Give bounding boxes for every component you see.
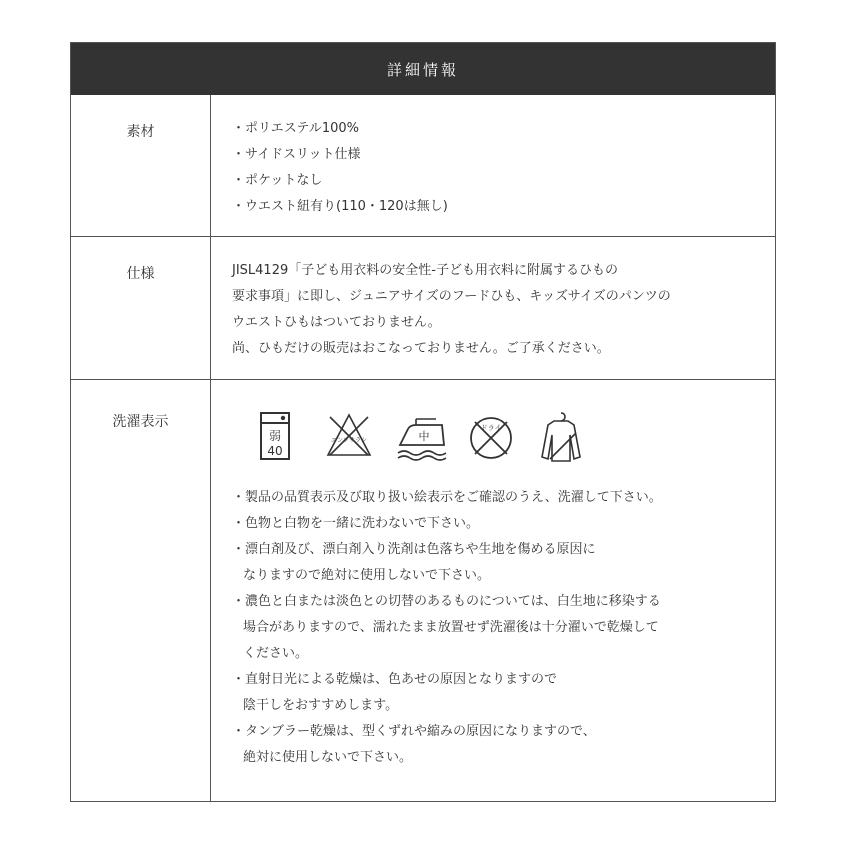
- table-title: 詳細情報: [386, 60, 459, 79]
- no-bleach-text: エンソサラシ: [330, 437, 368, 444]
- wash-temp-text: 40: [267, 444, 283, 458]
- material-label: 素材: [71, 95, 211, 236]
- care-line: ・濃色と白または淡色との切替のあるものについては、白生地に移染する: [232, 594, 661, 609]
- material-row: [71, 95, 775, 236]
- care-line: ・直射日光による乾燥は、色あせの原因となりますので: [232, 672, 558, 687]
- care-line: なりますので絶対に使用しないで下さい。: [243, 568, 491, 583]
- spec-label: 仕様: [71, 237, 211, 380]
- table-header: [71, 43, 775, 95]
- material-line: ・ポケットなし: [232, 173, 323, 188]
- spec-line: JISL4129「子ども用衣料の安全性-子ども用衣料に附属するひもの: [232, 263, 618, 278]
- spec-row: [71, 236, 775, 380]
- dry-clean-text: ドライ: [480, 424, 502, 432]
- hang-dry-shade-icon: [536, 411, 586, 465]
- no-dry-clean-icon: [466, 413, 516, 463]
- care-line: 場合がありますので、濡れたまま放置せず洗濯後は十分濯いで乾燥して: [243, 620, 659, 635]
- care-line: ・色物と白物を一緒に洗わないで下さい。: [232, 516, 480, 531]
- care-label: 洗濯表示: [71, 380, 211, 802]
- spec-line: 尚、ひもだけの販売はおこなっておりません。ご了承ください。: [232, 341, 610, 356]
- care-line: 絶対に使用しないで下さい。: [243, 750, 413, 765]
- care-row: [71, 379, 775, 802]
- iron-medium-icon: [394, 415, 450, 461]
- spec-line: 要求事項」に即し、ジュニアサイズのフードひも、キッズサイズのパンツの: [232, 289, 671, 304]
- care-line: ・タンブラー乾燥は、型くずれや縮みの原因になりますので、: [232, 724, 596, 739]
- care-line: ・漂白剤及び、漂白剤入り洗剤は色落ちや生地を傷める原因に: [232, 542, 596, 557]
- iron-text: 中: [418, 430, 430, 443]
- care-line: ください。: [243, 646, 309, 661]
- care-line: 陰干しをおすすめします。: [243, 698, 399, 713]
- detail-table: [70, 42, 776, 802]
- spec-content: [232, 258, 765, 362]
- care-notes: [232, 485, 765, 771]
- wash-tub-text: 弱: [268, 429, 282, 443]
- no-bleach-icon: [324, 411, 374, 461]
- material-line: ・ウエスト紐有り(110・120は無し): [232, 199, 448, 214]
- spec-line: ウエストひもはついておりません。: [232, 315, 441, 330]
- material-line: ・ポリエステル100%: [232, 121, 359, 136]
- material-line: ・サイドスリット仕様: [232, 147, 361, 162]
- material-content: [232, 116, 765, 220]
- hand-wash-40-icon: [259, 411, 291, 461]
- care-line: ・製品の品質表示及び取り扱い絵表示をご確認のうえ、洗濯して下さい。: [232, 490, 662, 505]
